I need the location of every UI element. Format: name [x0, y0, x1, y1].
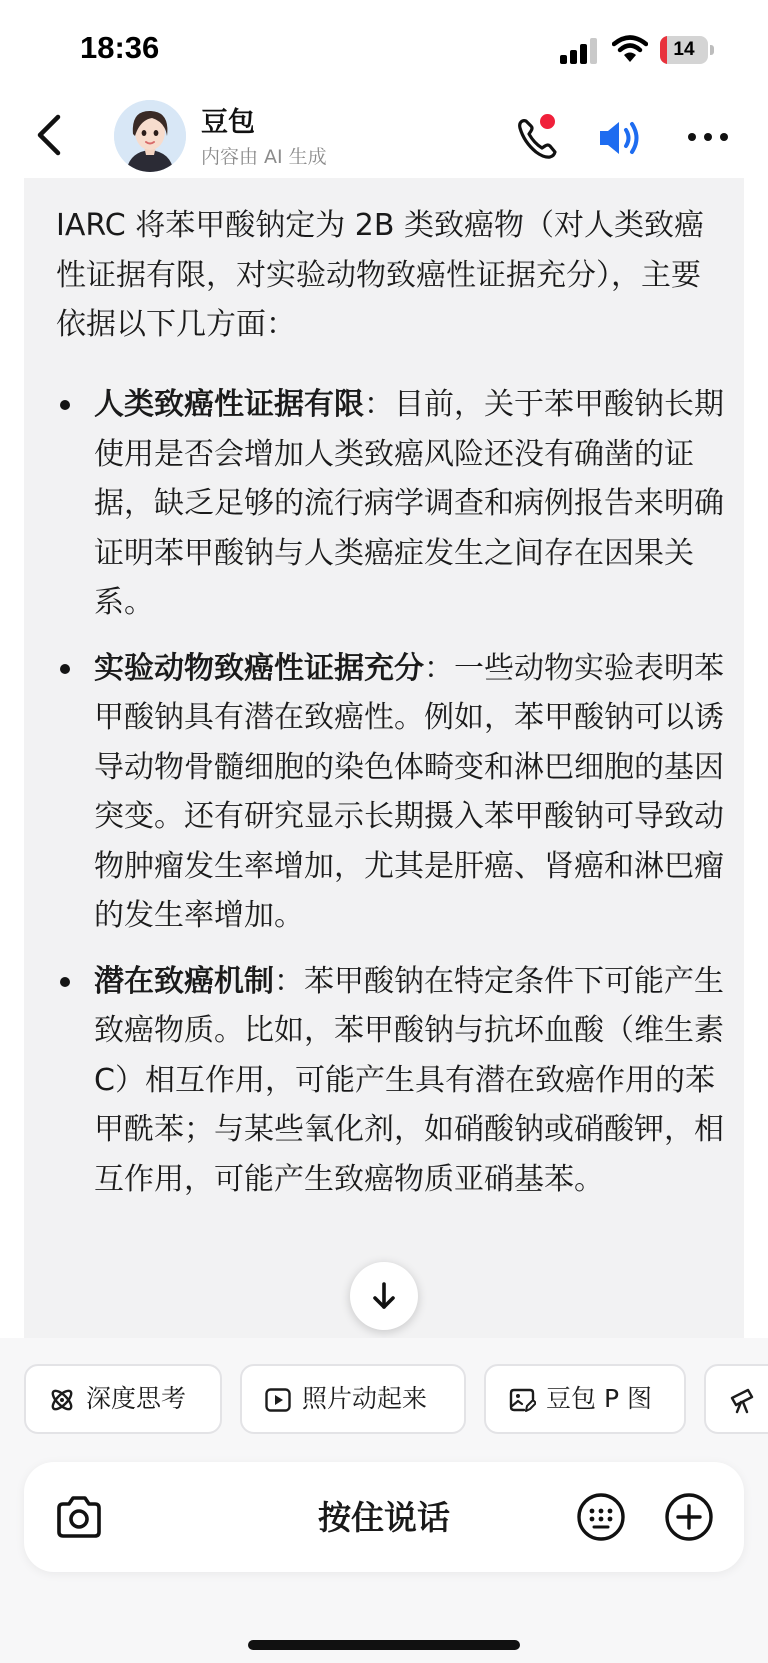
chip-label: 照片动起来	[302, 1384, 428, 1413]
bullet-text: 苯甲酸钠在特定条件下可能产生致癌物质。比如，苯甲酸钠与抗坏血酸（维生素C）相互作用，可能产生具有潜在致癌作用的苯甲酰苯；与某些氧化剂，如硝酸钠或硝酸钾，相互作用，可能产生致癌物质亚硝基苯。	[94, 963, 724, 1197]
quick-actions-bar	[0, 1338, 768, 1458]
bot-avatar[interactable]	[114, 100, 186, 172]
bullet-title: 人类致癌性证据有限	[94, 387, 364, 422]
chip-label: 豆包 P 图	[546, 1384, 652, 1413]
hold-to-talk-button[interactable]: 按住说话	[318, 1498, 450, 1537]
bullet-text: 目前，关于苯甲酸钠长期使用是否会增加人类致癌风险还没有确凿的证据，缺乏足够的流行病学调查和病例报告来明确证明苯甲酸钠与人类癌症发生之间存在因果关系。	[94, 387, 724, 620]
plus-circle-icon	[664, 1492, 714, 1542]
list-item	[56, 957, 728, 1205]
more-options-button[interactable]	[686, 122, 730, 152]
bullet-dot	[60, 977, 70, 987]
call-badge	[540, 114, 555, 129]
bullet-title: 潜在致癌机制	[94, 963, 274, 999]
speaker-button[interactable]	[596, 114, 646, 162]
message-intro: IARC 将苯甲酸钠定为 2B 类致癌物（对人类致癌性证据有限，对实验动物致癌性证据充分），主要依据以下几方面：	[56, 208, 704, 342]
atom-icon	[48, 1386, 76, 1414]
add-attachment-button[interactable]	[664, 1492, 714, 1542]
bot-subtitle: 内容由 AI 生成	[201, 146, 327, 168]
list-item	[56, 380, 728, 628]
back-button[interactable]	[30, 111, 70, 159]
chat-header	[0, 96, 768, 178]
home-indicator	[248, 1640, 520, 1650]
keyboard-button[interactable]	[576, 1492, 626, 1542]
bullet-text: 一些动物实验表明苯甲酸钠具有潜在致癌性。例如，苯甲酸钠可以诱导动物骨髓细胞的染色体畸变和淋巴细胞的基因突变。还有研究显示长期摄入苯甲酸钠可导致动物肿瘤发生率增加，尤其是肝癌、肾癌和淋巴瘤的发生率增加。	[94, 650, 724, 933]
bullet-dot	[60, 664, 70, 674]
input-bar	[24, 1462, 744, 1572]
message-bullet-list	[56, 380, 728, 1220]
keyboard-icon	[576, 1492, 626, 1542]
bot-message-bubble	[24, 178, 744, 1338]
status-bar	[0, 0, 768, 96]
bullet-separator: ：	[364, 387, 394, 422]
chip-more-tools[interactable]	[704, 1364, 768, 1434]
battery-indicator	[660, 36, 714, 64]
cellular-signal-icon	[560, 38, 600, 64]
chevron-left-icon	[30, 111, 70, 159]
telescope-icon	[728, 1386, 756, 1414]
battery-level: 14	[673, 39, 695, 60]
camera-icon	[54, 1494, 104, 1540]
image-edit-icon	[508, 1386, 536, 1414]
camera-button[interactable]	[54, 1494, 104, 1540]
scroll-to-bottom-button[interactable]	[350, 1262, 418, 1330]
bot-name: 豆包	[201, 107, 255, 138]
bullet-separator: ：	[274, 963, 304, 999]
bullet-title: 实验动物致癌性证据充分	[94, 650, 424, 686]
speaker-icon	[596, 114, 646, 162]
chip-animate-photo[interactable]	[240, 1364, 466, 1434]
chip-photo-edit[interactable]	[484, 1364, 686, 1434]
play-square-icon	[264, 1386, 292, 1414]
arrow-down-icon	[369, 1281, 399, 1311]
status-time: 18:36	[80, 30, 160, 65]
bullet-separator: ：	[424, 650, 454, 686]
bullet-dot	[60, 400, 70, 410]
wifi-icon	[612, 34, 648, 64]
chip-deep-thinking[interactable]	[24, 1364, 222, 1434]
more-dots-icon	[686, 122, 730, 152]
input-area	[0, 1458, 768, 1663]
list-item	[56, 644, 728, 941]
chip-label: 深度思考	[86, 1384, 187, 1413]
